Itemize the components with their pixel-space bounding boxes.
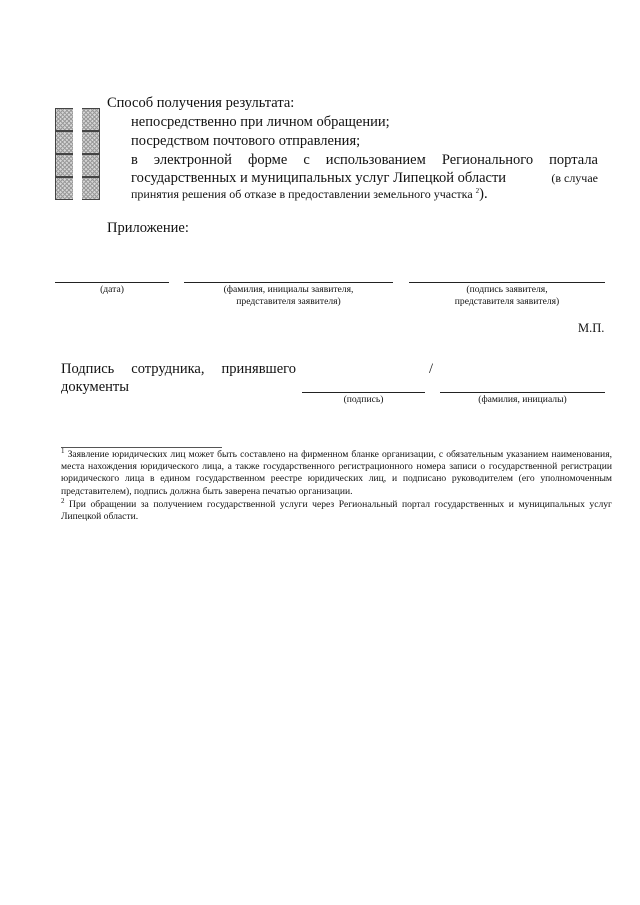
footnote-1 (61, 446, 613, 498)
footnote-2 (61, 496, 612, 523)
footnote-separator (61, 447, 222, 448)
option-electronic-line2-note: (в случае (551, 171, 598, 185)
footnote-1-marker: 1 (61, 446, 65, 455)
option-electronic-line3-end: ). (479, 186, 488, 202)
option-in-person: непосредственно при личном обращении; (131, 114, 390, 130)
footnote-2-text: При обращении за получением государственной услуги через Региональный портал государственных и муниципальных услуг Липецкой области. (61, 499, 612, 523)
footnote-ref-2: 2 (475, 187, 480, 195)
checkbox-electronic-extra[interactable] (55, 177, 100, 200)
option-electronic-line2-main: государственных и муниципальных услуг Липецкой области (131, 170, 507, 186)
signature-line (409, 282, 605, 283)
slash-separator: / (429, 361, 434, 377)
checkbox-by-mail[interactable] (55, 131, 100, 154)
footnote-2-marker: 2 (61, 496, 65, 505)
stamp-label: М.П. (578, 321, 605, 335)
employee-label-line1: Подпись сотрудника, принявшего (61, 361, 296, 377)
signature-caption-line1: (подпись заявителя, (466, 284, 548, 295)
name-caption-line2: представителя заявителя) (236, 296, 341, 307)
checkbox-electronic[interactable] (55, 154, 100, 177)
date-caption: (дата) (100, 284, 124, 295)
option-electronic-line3 (131, 186, 488, 202)
employee-label-line2: документы (61, 379, 129, 395)
method-heading: Способ получения результата: (107, 95, 295, 111)
name-line (184, 282, 393, 283)
name-caption-line1: (фамилия, инициалы заявителя, (223, 284, 354, 295)
employee-name-line (440, 392, 605, 393)
employee-name-caption: (фамилия, инициалы) (478, 394, 567, 405)
option-electronic-line3-note: принятия решения об отказе в предоставлении земельного участка (131, 187, 473, 201)
name-caption (184, 284, 393, 308)
date-line (55, 282, 169, 283)
footnote-1-text: Заявление юридических лиц может быть составлено на фирменном бланке организации, с обязательным указанием наименования, места нахождения юридического лица, а также государственного регистрационного номера записи о государственной регистрации юридического лица в едином государственном реестре юридических лиц, и подписано руководителем (его уполномоченным представителем), подпись должна быть заверена печатью организации. (61, 449, 613, 497)
option-electronic-line2 (131, 169, 598, 187)
employee-signature-caption: (подпись) (343, 394, 384, 405)
signature-caption-line2: представителя заявителя) (454, 296, 560, 307)
signature-caption (409, 284, 605, 308)
attachment-label: Приложение: (107, 220, 189, 236)
employee-signature-line (302, 392, 425, 393)
checkbox-in-person[interactable] (55, 108, 100, 131)
option-electronic-line1: в электронной форме с использованием Регионального портала (131, 152, 598, 168)
option-by-mail: посредством почтового отправления; (131, 133, 361, 149)
